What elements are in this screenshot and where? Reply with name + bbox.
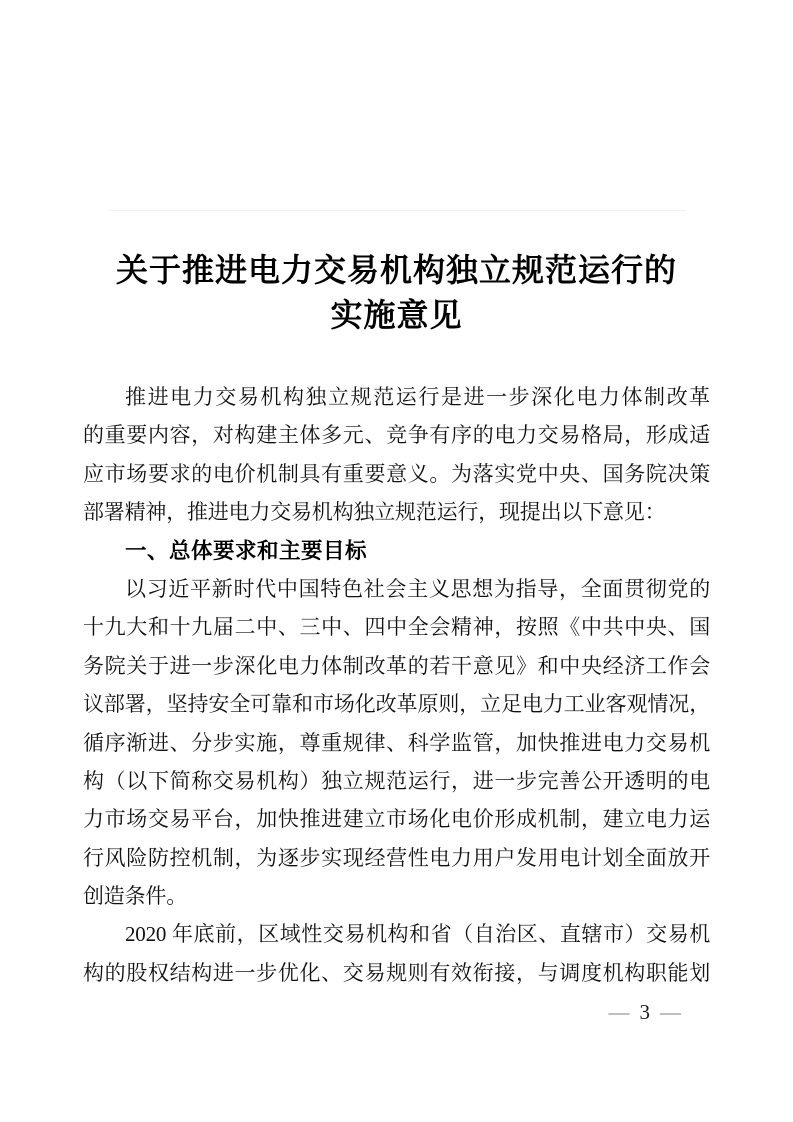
title-line-2: 实施意见 xyxy=(330,297,463,333)
body-line: 以习近平新时代中国特色社会主义思想为指导，全面贯彻党的 xyxy=(125,576,710,601)
scan-fold-line xyxy=(108,210,686,211)
page-number-dash-right: — xyxy=(660,1000,681,1024)
body-line: 构的股权结构进一步优化、交易规则有效衔接，与调度机构职能划 xyxy=(83,960,710,985)
page-number xyxy=(609,1000,682,1025)
page-number-value: 3 xyxy=(639,1000,650,1024)
body-line: 构（以下简称交易机构）独立规范运行，进一步完善公开透明的电 xyxy=(83,768,710,793)
body-line: 部署精神，推进电力交易机构独立规范运行，现提出以下意见： xyxy=(83,500,666,525)
body-line: 议部署，坚持安全可靠和市场化改革原则，立足电力工业客观情况， xyxy=(83,692,710,717)
section-heading: 一、总体要求和主要目标 xyxy=(125,538,368,563)
page-number-dash-left: — xyxy=(608,1000,630,1024)
body-line: 循序渐进、分步实施，尊重规律、科学监管，加快推进电力交易机 xyxy=(83,730,710,755)
body-line: 创造条件。 xyxy=(83,884,187,909)
body-line: 应市场要求的电价机制具有重要意义。为落实党中央、国务院决策 xyxy=(83,461,710,486)
document-body xyxy=(83,378,710,992)
body-line: 力市场交易平台，加快推进建立市场化电价形成机制，建立电力运 xyxy=(83,807,710,832)
body-line: 十九大和十九届二中、三中、四中全会精神，按照《中共中央、国 xyxy=(83,615,710,640)
body-line: 的重要内容，对构建主体多元、竞争有序的电力交易格局，形成适 xyxy=(83,423,710,448)
title-line-1: 关于推进电力交易机构独立规范运行的 xyxy=(115,252,677,288)
document-title xyxy=(0,248,793,338)
body-line: 务院关于进一步深化电力体制改革的若干意见》和中央经济工作会 xyxy=(83,653,710,678)
body-line: 2020 年底前，区域性交易机构和省（自治区、直辖市）交易机 xyxy=(125,922,710,947)
body-line: 推进电力交易机构独立规范运行是进一步深化电力体制改革 xyxy=(125,385,710,409)
body-line: 行风险防控机制，为逐步实现经营性电力用户发用电计划全面放开 xyxy=(83,845,710,870)
